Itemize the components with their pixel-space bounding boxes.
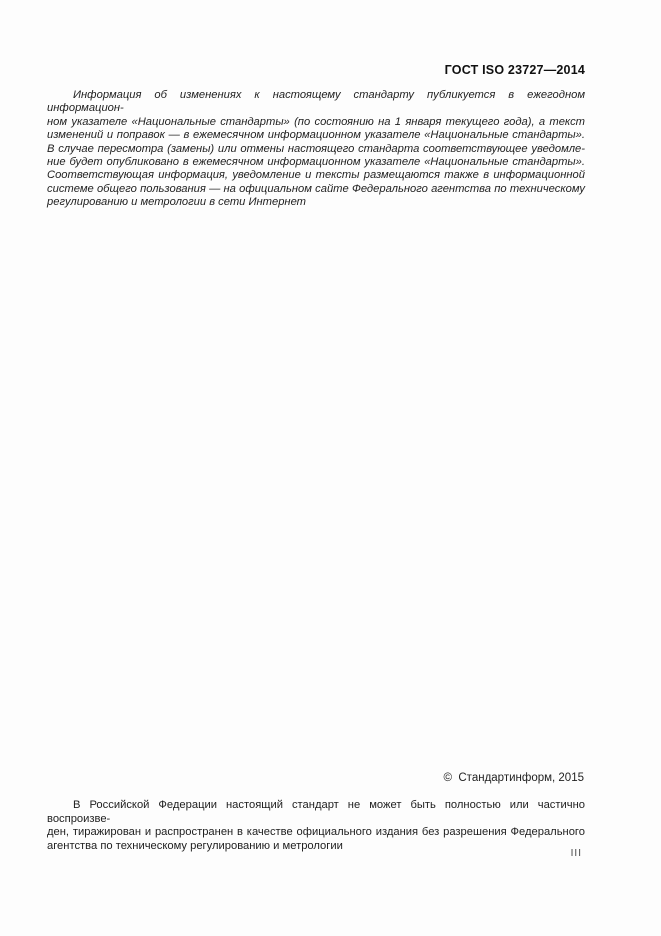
- standard-code-header: ГОСТ ISO 23727—2014: [444, 63, 585, 77]
- info-paragraph: Информация об изменениях к настоящему стандарту публикуется в ежегодном информацион- ном указателе «Национальные стандарты» (по состоянию на 1 января текущего года), а текст изменений и поправок — в ежемесячном информационном указателе «Национальные стандарты». В случае пересмотра (замены) или отмены настоящего стандарта соответствующее уведомле- ние будет опубликовано в ежемесячном информационном указателе «Национальные стандарты». Соответствующая информация, уведомление и тексты размещаются также в информационной системе общего пользования — на официальном сайте Федерального агентства по техническому регулированию и метрологии в сети Интернет: [47, 89, 585, 209]
- page-number: III: [570, 848, 582, 859]
- reproduction-paragraph: В Российской Федерации настоящий стандарт не может быть полностью или частично воспроизве- ден, тиражирован и распространен в качестве официального издания без разрешения Федерального агентства по техническому регулированию и метрологии: [47, 799, 585, 852]
- copyright-line: © Стандартинформ, 2015: [443, 772, 584, 784]
